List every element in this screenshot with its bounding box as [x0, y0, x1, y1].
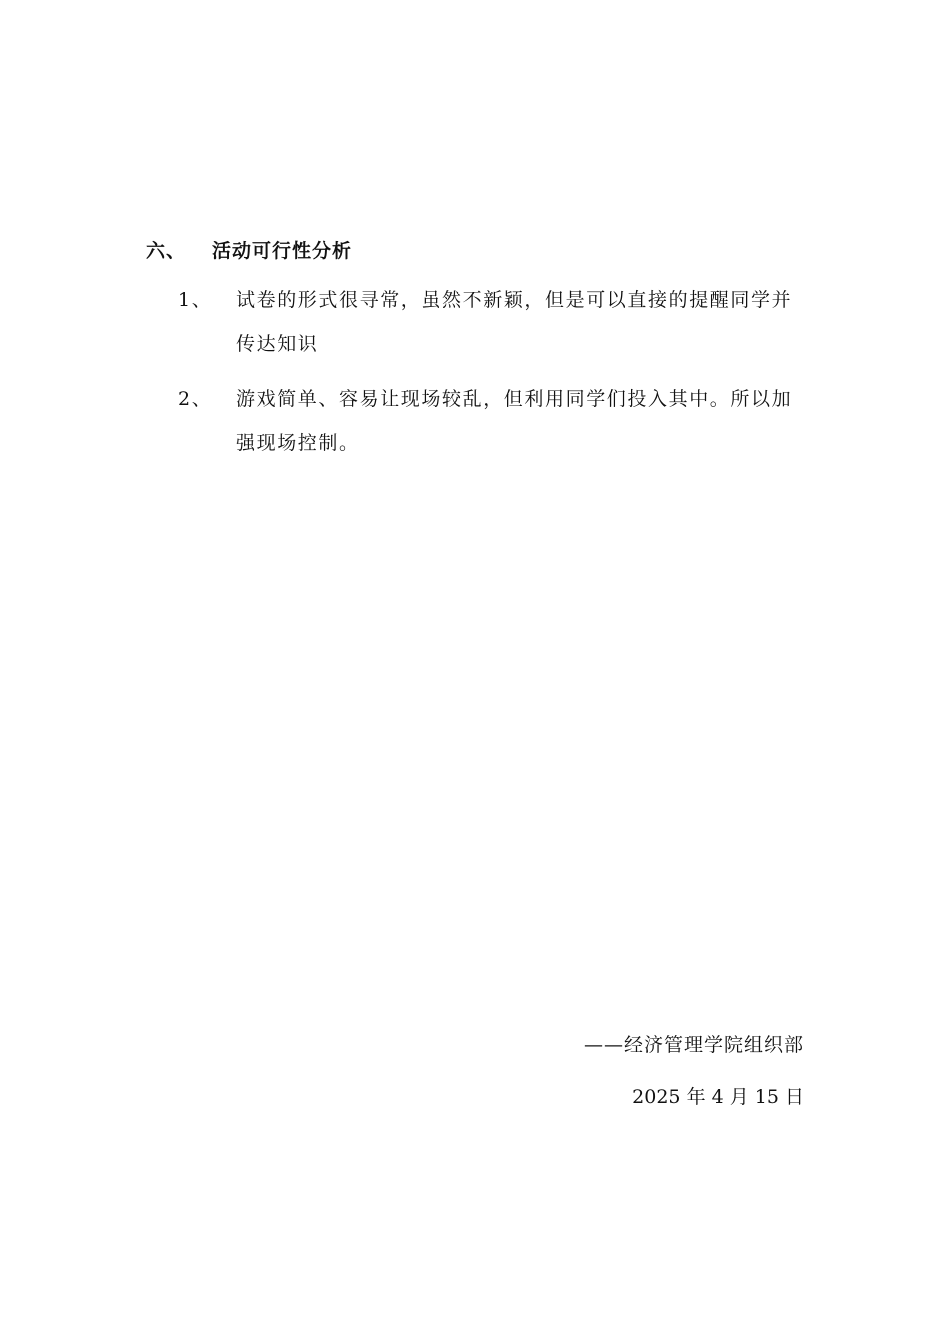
section-number: 六、 [146, 240, 187, 262]
list-item-text: 试卷的形式很寻常，虽然不新颖，但是可以直接的提醒同学并传达知识 [236, 289, 793, 355]
signature-line: ——经济管理学院组织部 [583, 1034, 804, 1056]
list-item-text: 游戏简单、容易让现场较乱，但利用同学们投入其中。所以加强现场控制。 [236, 388, 793, 454]
section-heading [146, 236, 352, 263]
list-item-number: 1、 [178, 289, 213, 311]
date-line: 2025 年 4 月 15 日 [632, 1086, 804, 1108]
list-item-number: 2、 [178, 388, 213, 410]
section-title: 活动可行性分析 [212, 240, 353, 262]
